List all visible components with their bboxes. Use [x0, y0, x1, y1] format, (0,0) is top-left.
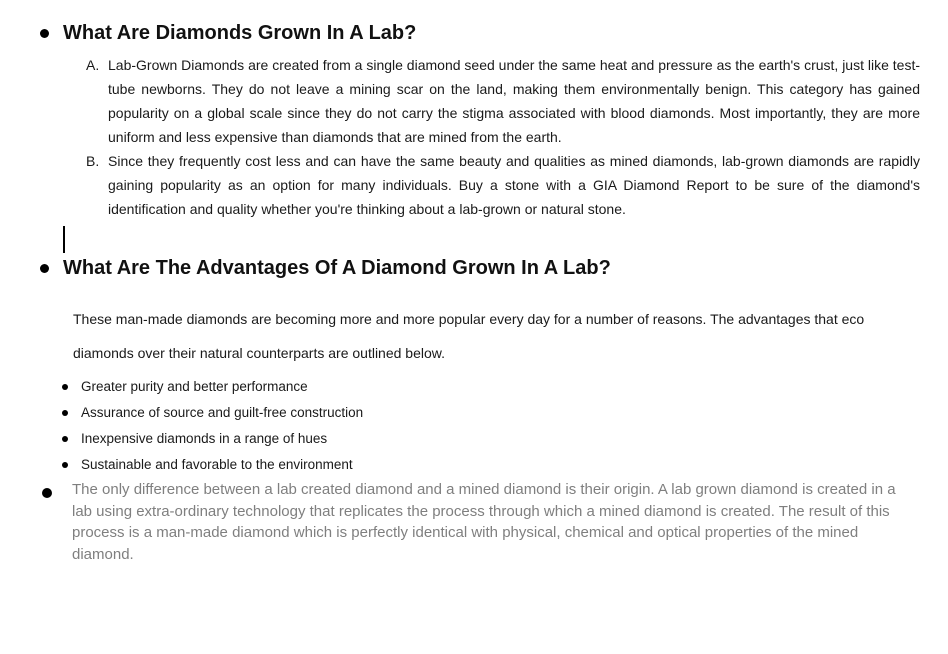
bullet-icon [62, 384, 68, 390]
bullet-icon [42, 488, 52, 498]
advantage-text[interactable]: Greater purity and better performance [81, 379, 308, 394]
advantage-text[interactable]: Assurance of source and guilt-free construction [81, 405, 364, 420]
question-heading-2[interactable]: What Are The Advantages Of A Diamond Grown In A Lab? [63, 257, 611, 279]
list-marker-a: A. [86, 57, 100, 73]
advantage-text[interactable]: Inexpensive diamonds in a range of hues [81, 431, 328, 446]
bullet-icon [62, 410, 68, 416]
bullet-icon [62, 462, 68, 468]
text-cursor [63, 226, 65, 253]
lettered-list [86, 53, 920, 221]
note-paragraph[interactable]: The only difference between a lab created diamond and a mined diamond is their origin. A lab grown diamond is created in a lab using extra-ordinary technology that replicates the process through which a mined diamond is created. The result of this process is a man-made diamond which is perfectly identical with physical, chemical and optical properties of the mined diamond. [72, 481, 896, 563]
list-marker-b: B. [86, 153, 100, 169]
list-item[interactable] [62, 452, 762, 478]
list-item-a-text[interactable]: Lab-Grown Diamonds are created from a single diamond seed under the same heat and pressure as the earth's crust, just like test-tube newborns. They do not leave a mining scar on the land, making them environmentally benign. This category has gained popularity on a global scale since they do not carry the stigma associated with blood diamonds. Most importantly, they are more uniform and less expensive than diamonds that are mined from the earth. [108, 57, 920, 145]
advantage-text[interactable]: Sustainable and favorable to the environment [81, 457, 353, 472]
heading-bullet-icon [40, 264, 49, 273]
note-row [42, 479, 920, 565]
list-item[interactable] [62, 374, 762, 400]
list-item[interactable] [62, 426, 762, 452]
list-item-b-text[interactable]: Since they frequently cost less and can have the same beauty and qualities as mined diamonds, lab-grown diamonds are rapidly gaining popularity as an option for many individuals. Buy a stone with a GIA Diamond Report to be sure of the diamond's identification and quality whether you're thinking about a lab-grown or natural stone. [108, 153, 920, 217]
advantages-list [62, 374, 762, 478]
bullet-icon [62, 436, 68, 442]
list-item[interactable] [62, 400, 762, 426]
question-heading-1[interactable]: What Are Diamonds Grown In A Lab? [63, 22, 417, 44]
heading-1-row [40, 20, 416, 46]
heading-bullet-icon [40, 29, 49, 38]
list-item-b[interactable] [86, 149, 920, 221]
heading-2-row [40, 255, 611, 281]
intro-paragraph[interactable]: These man-made diamonds are becoming more and more popular every day for a number of reasons. The advantages that eco diamonds over their natural counterparts are outlined below. [73, 311, 865, 361]
list-item-a[interactable] [86, 53, 920, 149]
